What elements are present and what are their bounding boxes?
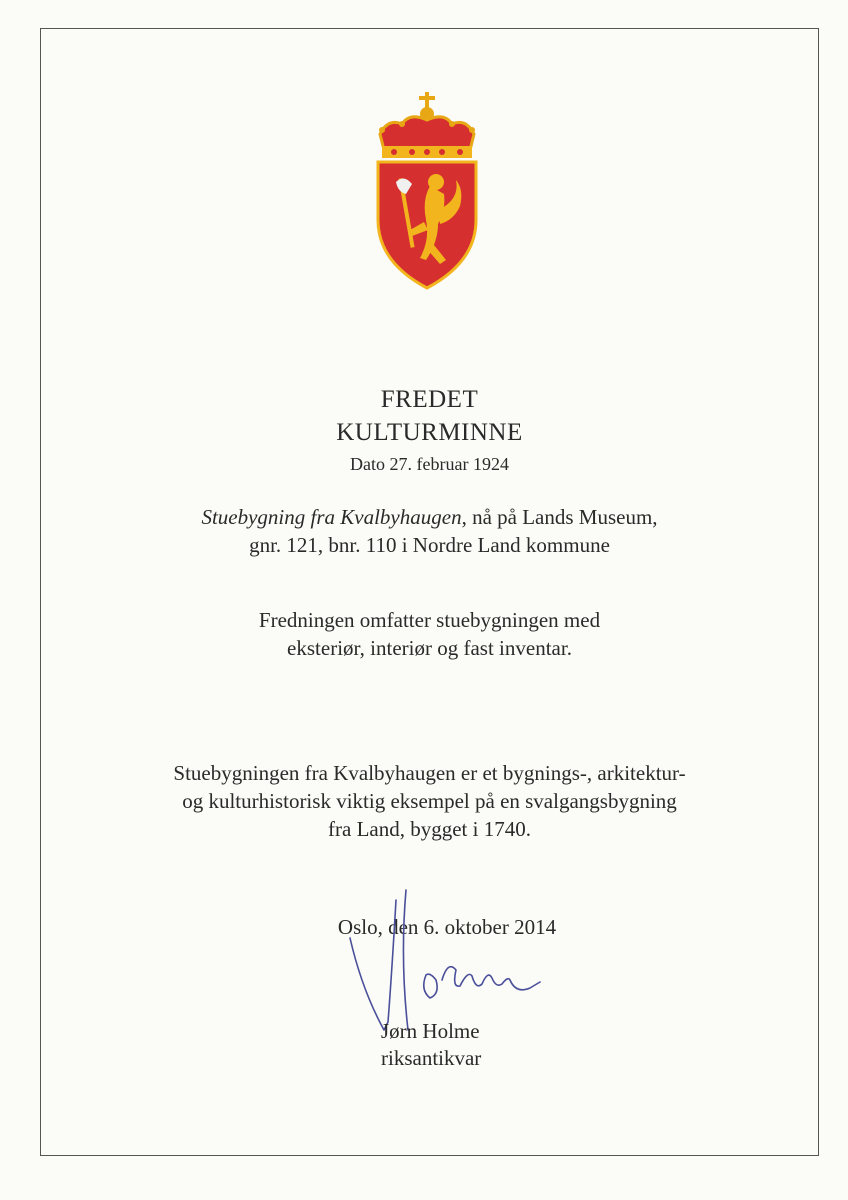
significance-line-2: og kulturhistorisk viktig eksempel på en svalgangsbygning <box>182 789 677 813</box>
significance-line-1: Stuebygningen fra Kvalbyhaugen er et bygnings-, arkitektur- <box>173 761 686 785</box>
signer-name: Jørn Holme <box>381 1019 480 1043</box>
title-line-2: KULTURMINNE <box>336 419 523 446</box>
signer-role: riksantikvar <box>381 1046 482 1070</box>
place-date: Oslo, den 6. oktober 2014 <box>337 915 557 939</box>
object-location: , nå på Lands Museum, <box>461 505 658 529</box>
title-line-1: FREDET <box>380 386 479 413</box>
object-name: Stuebygning fra Kvalbyhaugen <box>201 505 462 529</box>
norwegian-coat-of-arms-icon <box>374 90 480 290</box>
scope-line-2: eksteriør, interiør og fast inventar. <box>287 636 572 660</box>
significance-line-3: fra Land, bygget i 1740. <box>328 817 531 841</box>
object-line-1 <box>40 503 819 531</box>
object-line-2: gnr. 121, bnr. 110 i Nordre Land kommune <box>249 533 610 557</box>
scope-line-1: Fredningen omfatter stuebygningen med <box>258 608 601 632</box>
crown <box>379 92 475 158</box>
protection-date: Dato 27. februar 1924 <box>350 454 509 474</box>
